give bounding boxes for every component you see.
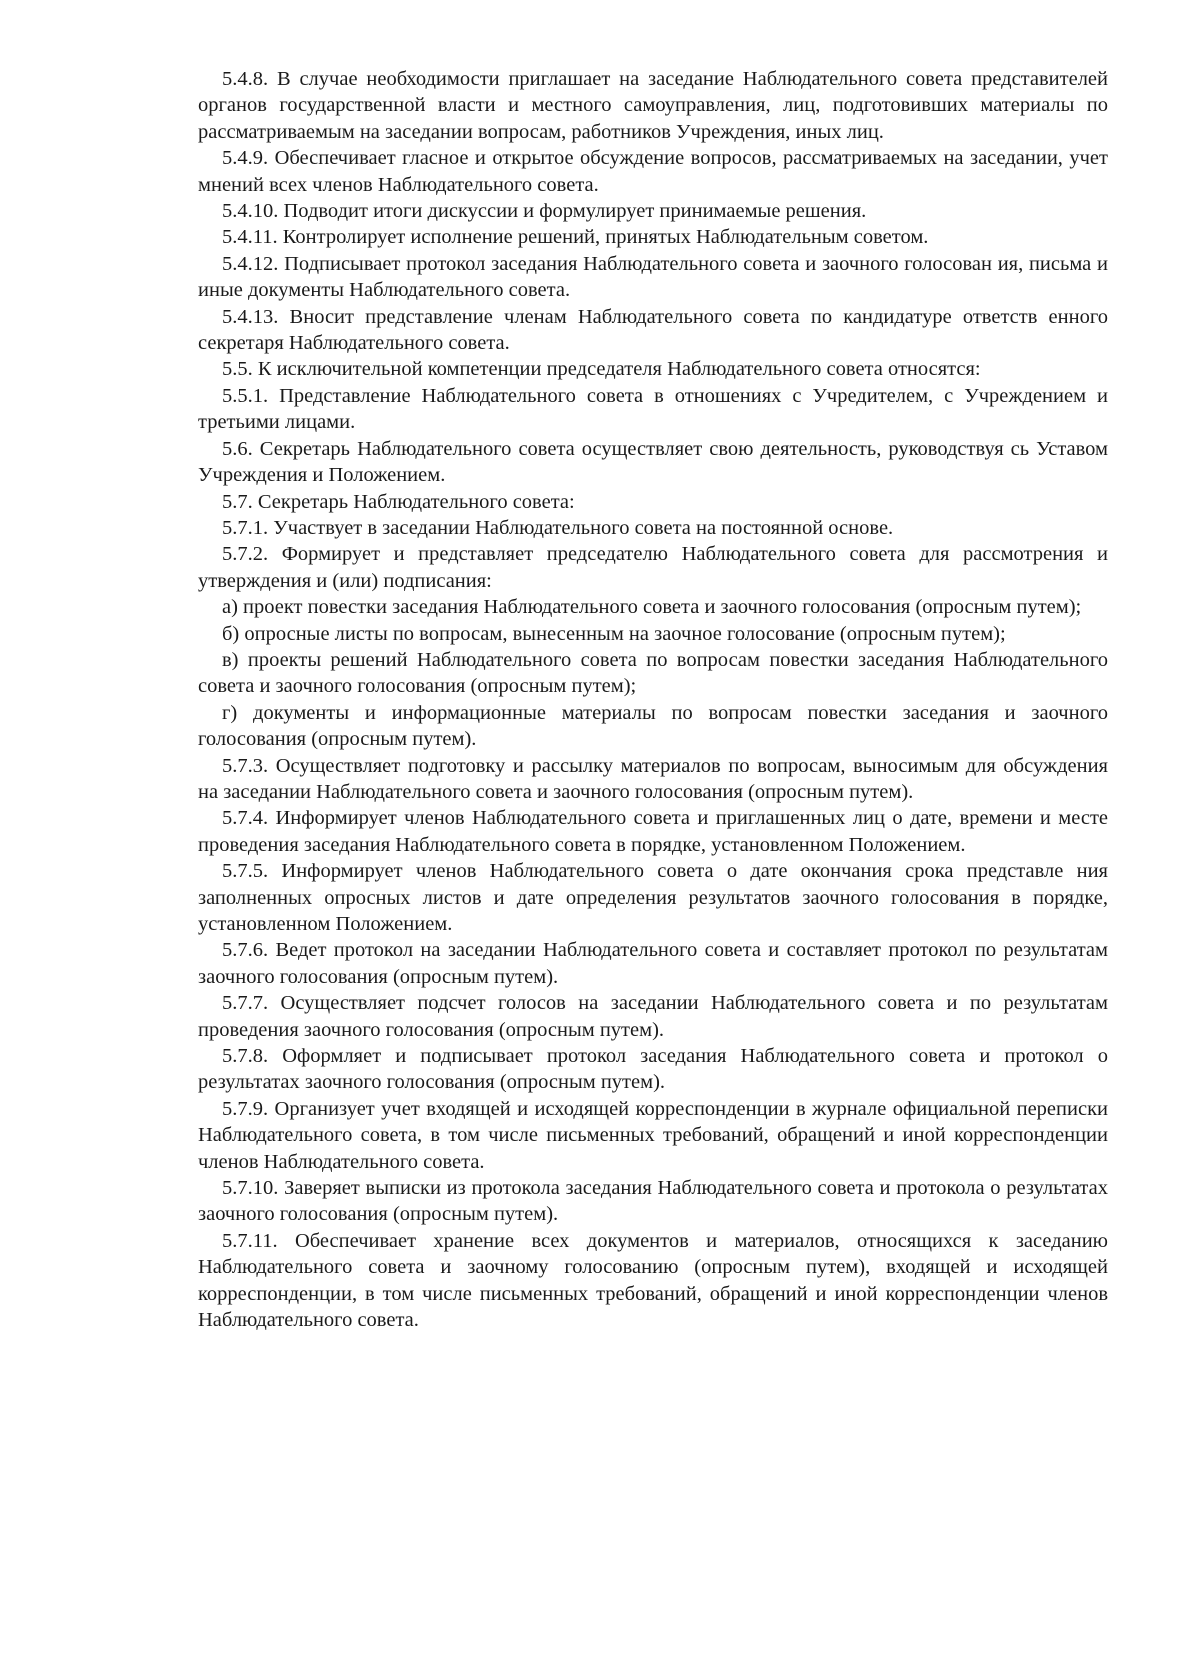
paragraph-5-4-8: 5.4.8. В случае необходимости приглашает на заседание Наблюдательного совета представителей органов государственной власти и местного самоуправления, лиц, подготовивших материалы по рассматриваемым на заседании вопросам, работников Учреждения, иных лиц. <box>198 68 1108 143</box>
paragraph-5-4-11: 5.4.11. Контролирует исполнение решений, принятых Наблюдательным советом. <box>222 226 929 249</box>
paragraph-5-7-2: 5.7.2. Формирует и представляет председателю Наблюдательного совета для рассмотрения и утверждения и (или) подписания: <box>198 543 1108 592</box>
paragraph-5-7-10: 5.7.10. Заверяет выписки из протокола заседания Наблюдательного совета и протокола о результатах заочного голосования (опросным путем). <box>198 1177 1108 1226</box>
document-body <box>198 66 1108 1334</box>
paragraph-5-4-13: 5.4.13. Вносит представление членам Наблюдательного совета по кандидатуре ответств енного секретаря Наблюдательного совета. <box>198 305 1108 355</box>
paragraph-5-7: 5.7. Секретарь Наблюдательного совета: <box>222 490 575 513</box>
paragraph-5-7-5: 5.7.5. Информирует членов Наблюдательного совета о дате окончания срока представле ния заполненных опросных листов и дате определения результатов заочного голосования в порядке, установленном Положением. <box>198 860 1108 935</box>
paragraph-5-7-3: 5.7.3. Осуществляет подготовку и рассылку материалов по вопросам, выносимым для обсуждения на заседании Наблюдательного совета и заочного голосования (опросным путем). <box>198 754 1108 803</box>
paragraph-5-7-1: 5.7.1. Участвует в заседании Наблюдательного совета на постоянной основе. <box>222 516 894 539</box>
paragraph-5-7-9: 5.7.9. Организует учет входящей и исходящей корреспонденции в журнале официальной переписки Наблюдательного совета, в том числе письменных требований, обращений и иной корреспонденции членов Наблюдательного совета. <box>198 1097 1108 1173</box>
paragraph-5-7-6: 5.7.6. Ведет протокол на заседании Наблюдательного совета и составляет протокол по результатам заочного голосования (опросным путем). <box>198 939 1108 988</box>
list-item-a: а) проект повестки заседания Наблюдательного совета и заочного голосования (опросным путем); <box>222 596 1082 619</box>
paragraph-5-4-12: 5.4.12. Подписывает протокол заседания Наблюдательного совета и заочного голосован ия, письма и иные документы Наблюдательного совета. <box>198 252 1108 302</box>
paragraph-5-4-10: 5.4.10. Подводит итоги дискуссии и формулирует принимаемые решения. <box>222 200 867 223</box>
paragraph-5-5: 5.5. К исключительной компетенции председателя Наблюдательного совета относятся: <box>222 358 981 381</box>
paragraph-5-5-1: 5.5.1. Представление Наблюдательного совета в отношениях с Учредителем, с Учреждением и третьими лицами. <box>198 384 1108 434</box>
paragraph-5-7-7: 5.7.7. Осуществляет подсчет голосов на заседании Наблюдательного совета и по результатам проведения заочного голосования (опросным путем). <box>198 992 1108 1041</box>
paragraph-5-7-8: 5.7.8. Оформляет и подписывает протокол заседания Наблюдательного совета и протокол о результатах заочного голосования (опросным путем). <box>198 1045 1108 1094</box>
list-item-g: г) документы и информационные материалы по вопросам повестки заседания и заочного голосования (опросным путем). <box>198 701 1108 751</box>
paragraph-5-6: 5.6. Секретарь Наблюдательного совета осуществляет свою деятельность, руководствуя сь Уставом Учреждения и Положением. <box>198 437 1108 487</box>
paragraph-5-4-9: 5.4.9. Обеспечивает гласное и открытое обсуждение вопросов, рассматриваемых на заседании, учет мнений всех членов Наблюдательного совета. <box>198 147 1108 196</box>
list-item-v: в) проекты решений Наблюдательного совета по вопросам повестки заседания Наблюдательного совета и заочного голосования (опросным путем); <box>198 648 1108 698</box>
paragraph-5-7-11: 5.7.11. Обеспечивает хранение всех документов и материалов, относящихся к заседанию Наблюдательного совета и заочному голосованию (опросным путем), входящей и исходящей корреспонденции, в том числе письменных требований, обращений и иной корреспонденции членов Наблюдательного совета. <box>198 1229 1108 1332</box>
paragraph-5-7-4: 5.7.4. Информирует членов Наблюдательного совета и приглашенных лиц о дате, времени и месте проведения заседания Наблюдательного совета в порядке, установленном Положением. <box>198 807 1108 856</box>
list-item-b: б) опросные листы по вопросам, вынесенным на заочное голосование (опросным путем); <box>222 622 1006 645</box>
